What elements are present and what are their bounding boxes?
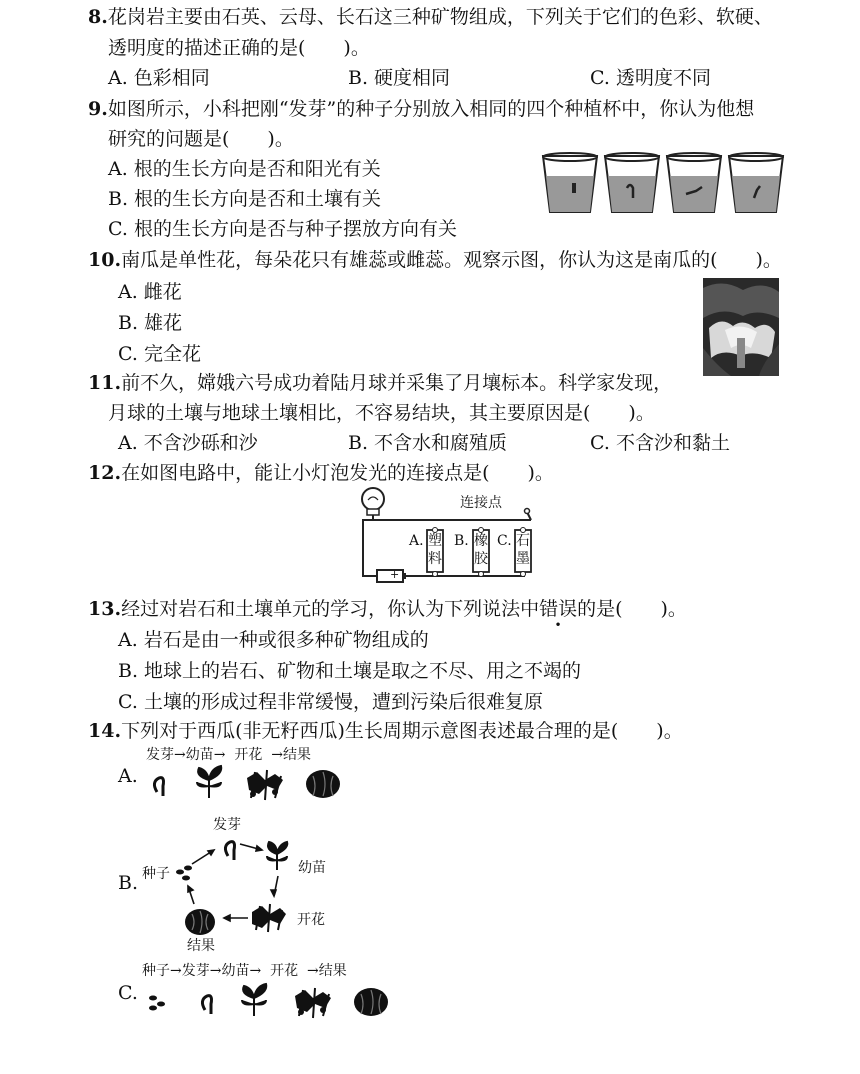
bulb-icon	[362, 488, 384, 515]
option-b[interactable]: B. 根的生长方向是否和土壤有关	[108, 188, 382, 210]
question-12	[88, 458, 554, 485]
question-stem: 下列对于西瓜(非无籽西瓜)生长周期示意图表述最合理的是( )。	[121, 720, 683, 742]
watermelon-icon	[185, 909, 215, 935]
flowering-plant-icon	[295, 988, 331, 1018]
cup-4-icon	[729, 153, 783, 212]
question-11	[88, 368, 672, 395]
material-graphite: 石 墨	[516, 533, 530, 567]
question-stem-end: 的是( )。	[577, 598, 687, 620]
material-plastic: 塑 料	[428, 533, 442, 567]
question-9	[88, 94, 754, 121]
seedling-icon	[242, 984, 266, 1016]
question-stem: 花岗岩主要由石英、云母、长石这三种矿物组成，下列关于它们的色彩、软硬、	[107, 6, 773, 28]
cup-2-icon	[605, 153, 659, 212]
option-b[interactable]: B. 硬度相同	[348, 67, 451, 89]
cycle-a-figure	[145, 764, 350, 804]
seedling-icon	[267, 842, 287, 870]
option-a[interactable]: A. 雌花	[118, 281, 182, 303]
cup-1-icon	[543, 153, 597, 212]
cup-3-icon	[667, 153, 721, 212]
option-b[interactable]: B. 不含水和腐殖质	[348, 432, 508, 454]
cycle-b-seed-label: 种子	[142, 866, 170, 882]
question-number: 12.	[88, 462, 122, 484]
planting-cups-figure	[540, 150, 785, 220]
option-c[interactable]: C. 土壤的形成过程非常缓慢，遭到污染后很难复原	[118, 691, 543, 713]
option-c[interactable]: C.	[118, 982, 138, 1004]
question-stem: 南瓜是单性花，每朵花只有雄蕊或雌蕊。观察示图，你认为这是南瓜的( )。	[121, 249, 782, 271]
seedling-icon	[197, 766, 221, 798]
option-c[interactable]: C. 根的生长方向是否与种子摆放方向有关	[108, 218, 457, 240]
question-13	[88, 594, 687, 621]
watermelon-icon	[354, 988, 388, 1016]
question-10	[88, 245, 782, 272]
seeds-icon	[149, 996, 165, 1011]
cycle-b-seedling-label: 幼苗	[298, 860, 326, 876]
question-stem: 前不久，嫦娥六号成功着陆月球并采集了月壤标本。科学家发现，	[121, 372, 673, 394]
question-number: 10.	[88, 249, 122, 271]
watermelon-icon	[306, 770, 340, 798]
flowering-plant-icon	[252, 904, 286, 932]
cycle-b-fruit-label: 结果	[187, 938, 215, 954]
option-a[interactable]: A. 不含沙砾和沙	[118, 432, 258, 454]
question-number: 9.	[88, 98, 108, 120]
option-a[interactable]: A. 岩石是由一种或很多种矿物组成的	[118, 629, 429, 651]
cycle-b-sprout-label: 发芽	[213, 817, 241, 833]
cycle-c-labels: 种子→发芽→幼苗→ 开花 →结果	[142, 963, 347, 979]
option-a[interactable]: A. 根的生长方向是否和阳光有关	[108, 158, 381, 180]
question-number: 13.	[88, 598, 122, 620]
question-8	[88, 2, 773, 29]
sprout-icon	[154, 778, 163, 796]
option-c[interactable]: C. 透明度不同	[590, 67, 711, 89]
cycle-a-labels: 发芽→幼苗→ 开花 →结果	[146, 747, 312, 763]
question-number: 14.	[88, 720, 122, 742]
question-stem: 如图所示，小科把刚“发芽”的种子分别放入相同的四个种植杯中，你认为他想	[107, 98, 755, 120]
question-number: 11.	[88, 372, 122, 394]
option-a[interactable]: A. 色彩相同	[108, 67, 210, 89]
circuit-label-b: B.	[454, 533, 469, 549]
material-rubber: 橡 胶	[474, 533, 488, 567]
connect-point-label: 连接点	[460, 495, 502, 511]
circuit-label-c: C.	[497, 533, 512, 549]
question-stem-line2: 研究的问题是( )。	[108, 128, 294, 150]
circuit-label-a: A.	[409, 533, 424, 549]
option-c[interactable]: C. 完全花	[118, 343, 201, 365]
option-b[interactable]: B.	[118, 872, 139, 894]
pumpkin-flower-photo	[703, 278, 779, 376]
sprout-icon	[202, 996, 211, 1014]
option-a[interactable]: A.	[118, 765, 138, 787]
option-c[interactable]: C. 不含沙和黏土	[590, 432, 730, 454]
battery-plus-label: +	[390, 568, 400, 581]
question-stem: 在如图电路中，能让小灯泡发光的连接点是( )。	[121, 462, 554, 484]
cycle-b-figure	[170, 830, 305, 940]
question-14	[88, 716, 683, 743]
option-b[interactable]: B. 地球上的岩石、矿物和土壤是取之不尽、用之不竭的	[118, 660, 582, 682]
question-stem-line2: 月球的土壤与地球土壤相比，不容易结块，其主要原因是( )。	[108, 402, 655, 424]
cycle-c-figure	[145, 982, 395, 1022]
cycle-b-flower-label: 开花	[297, 912, 325, 928]
question-stem-line2: 透明度的描述正确的是( )。	[108, 37, 370, 59]
question-number: 8.	[88, 6, 108, 28]
seeds-icon	[176, 866, 192, 881]
flowering-plant-icon	[247, 770, 283, 800]
option-b[interactable]: B. 雄花	[118, 312, 183, 334]
emphasis-word: 错误	[539, 598, 578, 620]
question-stem: 经过对岩石和土壤单元的学习，你认为下列说法中	[121, 598, 540, 620]
sprout-icon	[225, 842, 234, 860]
